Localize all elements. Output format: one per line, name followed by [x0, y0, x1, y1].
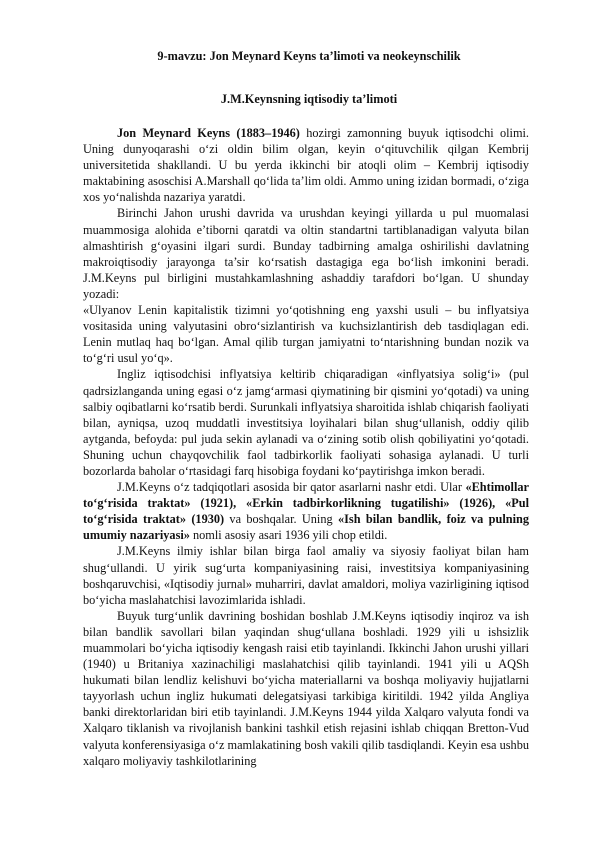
paragraph-intro-text: hozirgi zamonning buyuk iqtisodchi olimi. Uning dunyoqarashi o‘zi oldin bilim olgan, keyin o‘qituvchilik qilgan Kembrij universitetida shakllandi. U bu yerda ikkinchi bir atoqli olim – Kembrij iqtisodiy maktabining asoschisi A.Marshall qo‘lida ta’lim oldi. Ammo uning izidan bormadi, o‘ziga xos yo‘nalishda nazariya yaratdi. — [83, 126, 529, 205]
topic-title: 9-mavzu: Jon Meynard Keyns ta’limoti va neokeynschilik — [157, 49, 461, 63]
paragraph-inflation-tax: Ingliz iqtisodchisi inflyatsiya keltirib chiqaradigan «inflyatsiya solig‘i» (pul qadrsizlanganda uning egasi o‘z jamg‘armasi qiymatining bir qismini yo‘qotadi) va uning salbiy oqibatlarni ko‘rsatib berdi. Surunkali inflyatsiya sharoitida ishlab chiqarish faoliyati bilan, ayniqsa, uzoq muddatli investitsiya loyihalari bilan shug‘ullanish, oddiy qilib aytganda, befoyda: pul juda sekin aylanadi va o‘zining sotib olish qobiliyatini yo‘qotadi. Shuning uchun chayqovchilik faol tadbirkorlik faoliyati sohasiga aylanadi. U turli bozorlarda baholar o‘rtasidagi farq hisobiga foydani ko‘paytirishga imkon beradi. — [83, 367, 530, 478]
paragraph-lenin-quote: «Ulyanov Lenin kapitalistik tizimni yo‘qotishning eng yaxshi usuli – bu inflyatsiya vositasida uning valyutasini obro‘sizlantirish va kuchsizlantirish deb tasdiqlagan edi. Lenin mutlaq haq bo‘lgan. Amal qilib turgan jamiyatni to‘ntarishning bundan nozik va to‘g‘ri usul yo‘q». — [83, 303, 529, 366]
paragraph-war-period: Birinchi Jahon urushi davrida va urushdan keyingi yillarda u pul muomalasi muammosiga alohida e’tiborni qaratdi va oltin standartni tartiblanadigan valyuta bilan almashtirish g‘oyasini ilgari surdi. Bunday tadbirning amalga oshirilishi davlatning makroiqtisodiy jarayonga ta’sir ko‘rsatish dastagiga ega bo‘lish imkonini beradi. J.M.Keyns pul birligini mustahkamlashning ashaddiy tarafdori bo‘lgan. U shunday yozadi: — [83, 206, 529, 301]
document-body — [83, 125, 529, 769]
section-title: J.M.Keynsning iqtisodiy ta’limoti — [220, 92, 398, 106]
paragraph-works — [83, 479, 529, 543]
works-titles: «Ehtimollar to‘g‘risida traktat» (1921), «Erkin tadbirkorlikning tugatilishi» (1926), «Pul to‘g‘risida traktat» (1930) — [83, 480, 529, 527]
paragraph-positions: J.M.Keyns ilmiy ishlar bilan birga faol amaliy va siyosiy faoliyat bilan ham shug‘ullandi. U yirik sug‘urta kompaniyasining raisi, investitsiya kompaniyasining boshqaruvchisi, «Iqtisodiy jurnal» muharriri, davlat amaldori, moliya vazirligining iqtisod bo‘yicha maslahatchisi lavozimlarida ishladi. — [83, 544, 529, 607]
works-end: nomli asosiy asari 1936 yili chop etildi. — [189, 528, 388, 543]
paragraph-great-depression: Buyuk turg‘unlik davrining boshidan boshlab J.M.Keyns iqtisodiy inqiroz va ish bilan bandlik savollari bilan yaqindan shug‘ullana boshladi. 1929 yili u ishsizlik muammolari bo‘yicha iqtisodiy kengash raisi etib tayinlandi. Ikkinchi Jahon urushi yillari (1940) u Britaniya xazinachiligi maslahatchisi qilib tayinlandi. 1941 yili u AQSh hukumati bilan lendliz kelishuvi bo‘yicha materiallarni va boshqa moliyaviy hujjatlarni tayyorlash uchun ingliz hukumati delegatsiyasi tarkibiga kiritildi. 1942 yilda Angliya banki direktorlaridan biri etib tayinlandi. J.M.Keyns 1944 yilda Xalqaro valyuta fondi va Xalqaro tiklanish va rivojlanish bankini tashkil etish rejasini ishlab chiqqan Bretton-Vud valyuta konferensiyasiga o‘z mamlakatining bosh vakili qilib tasdiqlandi. Keyin esa ushbu xalqaro moliyaviy tashkilotlarining — [83, 608, 529, 768]
paragraph-intro — [83, 125, 529, 205]
works-middle: va boshqalar. Uning — [224, 512, 338, 527]
works-intro: J.M.Keyns o‘z tadqiqotlari asosida bir qator asarlarni nashr etdi. Ular — [117, 480, 466, 495]
keynes-name-dates: Jon Meynard Keyns (1883–1946) — [117, 126, 300, 140]
general-theory-title: «Ish bilan bandlik, foiz va pulning umumiy nazariyasi» — [83, 512, 529, 543]
